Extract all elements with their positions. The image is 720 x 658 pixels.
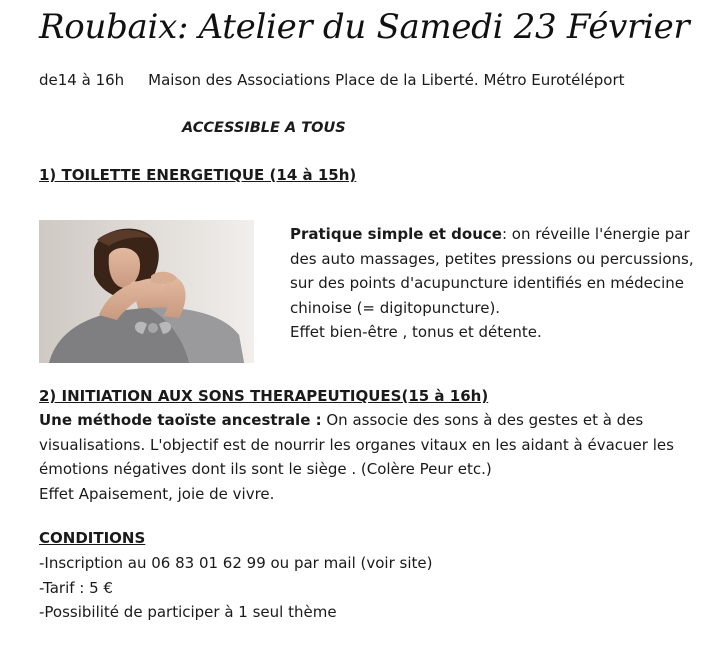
section1-line-2: des auto massages, petites pressions ou percussions, [290, 249, 694, 268]
section2-line-1 [39, 408, 699, 433]
section2-line-3: émotions négatives dont ils sont le siège . (Colère Peur etc.) [39, 460, 492, 478]
section2-text [39, 408, 699, 506]
section1-lead: Pratique simple et douce [290, 225, 502, 243]
accessibility-note: ACCESSIBLE A TOUS [182, 120, 346, 136]
section1-text [290, 222, 700, 345]
section1-line-4: chinoise (= digitopuncture). [290, 298, 501, 317]
section1-line-3: sur des points d'acupuncture identifiés en médecine [290, 274, 684, 292]
photo-illustration [39, 220, 254, 363]
massage-photo [39, 220, 254, 363]
conditions-heading: CONDITIONS [39, 529, 146, 547]
section2-line-2: visualisations. L'objectif est de nourrir les organes vitaux en les aidant à évacuer les [39, 435, 674, 454]
conditions-line-2: -Tarif : 5 € [39, 578, 113, 597]
section2-line-4: Effet Apaisement, joie de vivre. [39, 484, 275, 503]
event-time: de14 à 16h [39, 71, 125, 89]
section1-line-5: Effet bien-être , tonus et détente. [290, 323, 542, 341]
section2-lead: Une méthode taoïste ancestrale : [39, 411, 322, 429]
section1-text-0: : on réveille l'énergie par [501, 225, 690, 243]
section2-heading: 2) INITIATION AUX SONS THERAPEUTIQUES(15 à 16h) [39, 387, 489, 405]
section2-text-0: On associe des sons à des gestes et à des [321, 411, 644, 429]
section1-heading: 1) TOILETTE ENERGETIQUE (14 à 15h) [39, 166, 357, 184]
conditions-line-3: -Possibilité de participer à 1 seul thème [39, 603, 337, 621]
section1-line-1 [290, 222, 700, 247]
conditions-text [39, 551, 699, 625]
event-venue: Maison des Associations Place de la Liberté. Métro Eurotéléport [148, 71, 625, 89]
conditions-line-1: -Inscription au 06 83 01 62 99 ou par mail (voir site) [39, 554, 433, 572]
page-title: Roubaix: Atelier du Samedi 23 Février [39, 7, 690, 47]
event-info [39, 70, 625, 90]
